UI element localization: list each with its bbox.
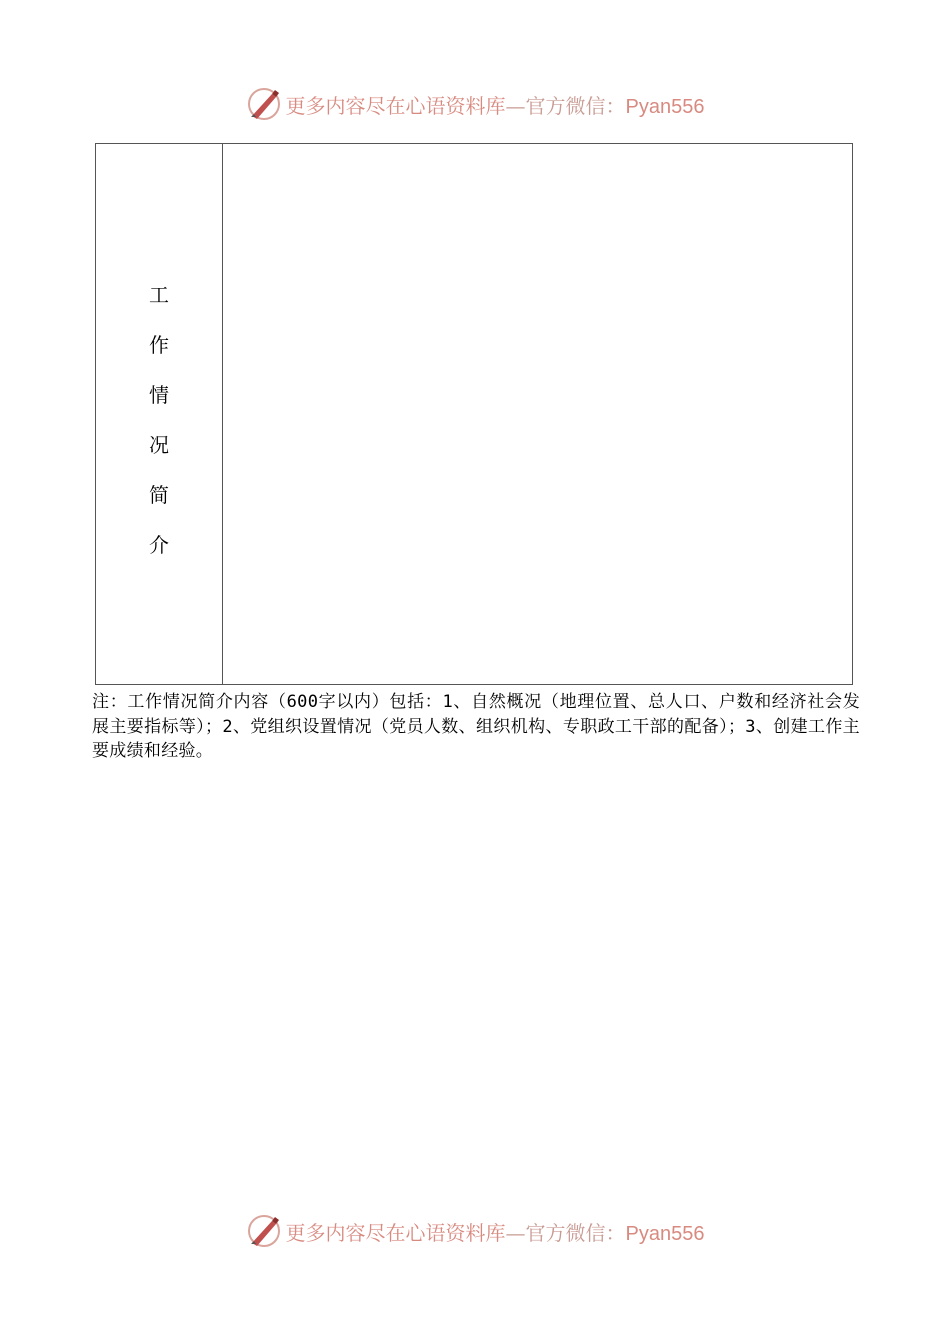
label-char: 工 xyxy=(149,283,169,307)
label-char: 情 xyxy=(149,383,169,407)
work-summary-label xyxy=(96,283,222,583)
label-char: 作 xyxy=(149,333,169,357)
label-char: 介 xyxy=(149,533,169,557)
watermark-text: 更多内容尽在心语资料库—官方微信：Pyan556 xyxy=(285,1220,705,1245)
watermark-text: 更多内容尽在心语资料库—官方微信：Pyan556 xyxy=(285,93,705,118)
label-cell xyxy=(96,144,223,684)
header-watermark xyxy=(0,84,950,124)
note-text: 注：工作情况简介内容（600字以内）包括：1、自然概况（地理位置、总人口、户数和经济社会发展主要指标等）；2、党组织设置情况（党员人数、组织机构、专职政工干部的配备）；3、创建工作主要成绩和经验。 xyxy=(92,692,860,761)
content-cell[interactable] xyxy=(223,144,852,684)
pen-logo-icon xyxy=(246,86,282,122)
label-char: 简 xyxy=(149,483,169,507)
work-summary-table xyxy=(95,143,853,685)
pen-logo-icon xyxy=(246,1213,282,1249)
label-char: 况 xyxy=(149,433,169,457)
footer-watermark xyxy=(0,1211,950,1251)
